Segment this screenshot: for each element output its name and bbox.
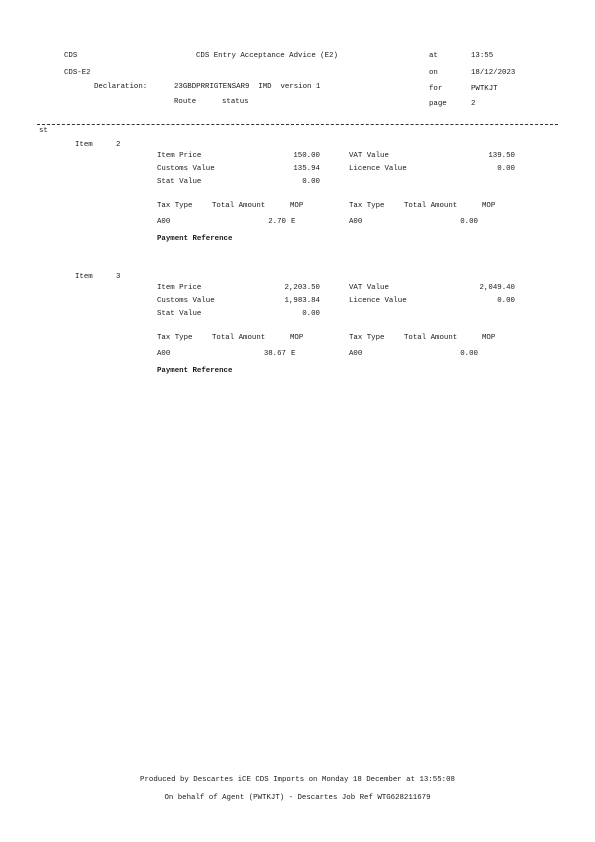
vat-value: 139.50 (488, 152, 515, 160)
time-value: 13:55 (471, 52, 494, 60)
form-code: CDS-E2 (64, 69, 91, 77)
total-amount-header: Total Amount (404, 334, 458, 342)
tax-line-type: A00 (349, 350, 363, 358)
mop-header: MOP (290, 202, 304, 210)
footer-produced-by: Produced by Descartes iCE CDS Imports on Monday 18 December at 13:55:08 (140, 776, 455, 784)
page-number: 2 (471, 100, 476, 108)
licence-value: 0.00 (497, 297, 515, 305)
route-label: Route (174, 98, 197, 106)
date-value: 18/12/2023 (471, 69, 516, 77)
licence-value: 0.00 (497, 165, 515, 173)
vat-value-label: VAT Value (349, 284, 389, 292)
total-amount-header: Total Amount (212, 202, 266, 210)
system-code: CDS (64, 52, 78, 60)
customs-value-label: Customs Value (157, 165, 215, 173)
item-number: 3 (116, 273, 121, 281)
customs-value-label: Customs Value (157, 297, 215, 305)
tax-line-amount: 0.00 (460, 218, 478, 226)
item-price-label: Item Price (157, 284, 202, 292)
stat-value: 0.00 (302, 178, 320, 186)
stat-value-label: Stat Value (157, 178, 202, 186)
licence-value-label: Licence Value (349, 165, 407, 173)
licence-value-label: Licence Value (349, 297, 407, 305)
tax-line-mop: E (291, 218, 296, 226)
mop-header: MOP (290, 334, 304, 342)
footer-agent: On behalf of Agent (PWTKJT) - Descartes Job Ref WTG628211679 (164, 794, 431, 802)
declaration-label: Declaration: (94, 83, 148, 91)
at-label: at (429, 52, 438, 60)
item-price-value: 150.00 (293, 152, 320, 160)
item-price-value: 2,203.50 (284, 284, 320, 292)
customs-value: 135.94 (293, 165, 320, 173)
total-amount-header: Total Amount (404, 202, 458, 210)
dashed-divider (37, 124, 558, 125)
tax-line-amount: 2.70 (268, 218, 286, 226)
tax-line-type: A00 (157, 350, 171, 358)
item-price-label: Item Price (157, 152, 202, 160)
for-label: for (429, 85, 443, 93)
payment-reference-label: Payment Reference (157, 367, 233, 375)
customs-value: 1,983.84 (284, 297, 320, 305)
tax-line-type: A00 (349, 218, 363, 226)
tax-line-type: A00 (157, 218, 171, 226)
for-value: PWTKJT (471, 85, 498, 93)
item-number: 2 (116, 141, 121, 149)
total-amount-header: Total Amount (212, 334, 266, 342)
tax-line-amount: 0.00 (460, 350, 478, 358)
stat-value: 0.00 (302, 310, 320, 318)
item-label: Item (75, 273, 93, 281)
tax-line-mop: E (291, 350, 296, 358)
document-title: CDS Entry Acceptance Advice (E2) (196, 52, 338, 60)
declaration-value: 23GBDPRRIGTENSAR9 IMD version 1 (174, 83, 321, 91)
page-label: page (429, 100, 447, 108)
tax-type-header: Tax Type (349, 202, 385, 210)
vat-value-label: VAT Value (349, 152, 389, 160)
item-label: Item (75, 141, 93, 149)
on-label: on (429, 69, 438, 77)
mop-header: MOP (482, 334, 496, 342)
status-label: status (222, 98, 249, 106)
tax-type-header: Tax Type (349, 334, 385, 342)
vat-value: 2,049.40 (479, 284, 515, 292)
tax-line-amount: 38.67 (263, 350, 286, 358)
tax-type-header: Tax Type (157, 334, 193, 342)
section-marker: st (39, 127, 48, 135)
stat-value-label: Stat Value (157, 310, 202, 318)
payment-reference-label: Payment Reference (157, 235, 233, 243)
mop-header: MOP (482, 202, 496, 210)
tax-type-header: Tax Type (157, 202, 193, 210)
